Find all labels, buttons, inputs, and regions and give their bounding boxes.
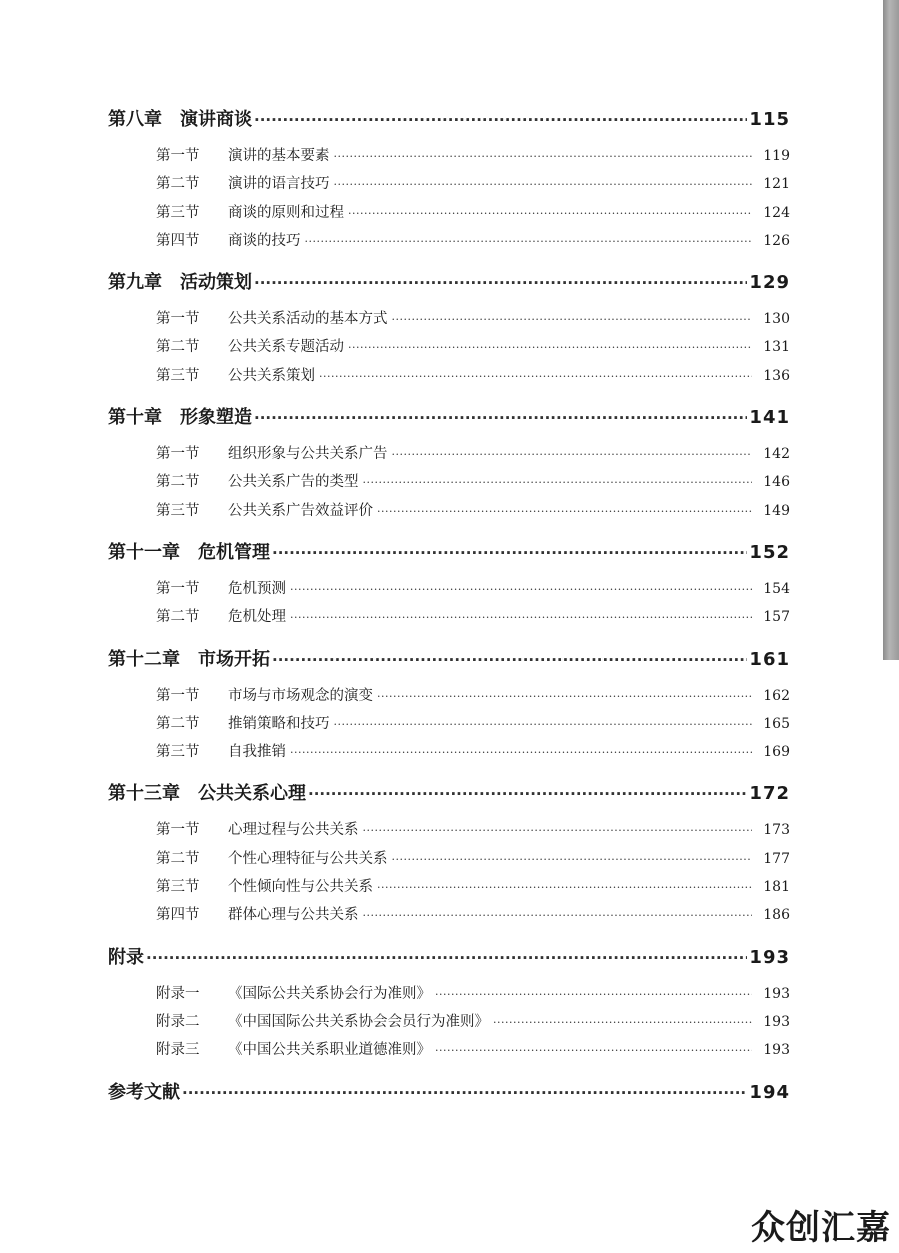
section-number: 第二节 — [156, 339, 200, 356]
section-title: 公共关系活动的基本方式 — [228, 311, 388, 328]
page-edge-tab — [883, 0, 899, 660]
section-title: 心理过程与公共关系 — [228, 822, 359, 839]
section-number: 第二节 — [156, 176, 200, 193]
section-title: 危机预测 — [228, 580, 286, 597]
section-number: 第二节 — [156, 715, 200, 732]
section-title: 群体心理与公共关系 — [228, 907, 359, 924]
section-row[interactable] — [108, 227, 790, 255]
section-list — [108, 573, 790, 636]
chapter-number: 第十三章 — [108, 783, 180, 805]
chapter-page-number: 193 — [749, 946, 790, 968]
section-title: 公共关系广告的类型 — [228, 474, 359, 491]
section-page-number: 130 — [763, 311, 790, 328]
chapter-row[interactable] — [108, 533, 790, 573]
chapter-row[interactable] — [108, 100, 790, 140]
chapter-group — [108, 263, 790, 394]
section-page-number: 162 — [763, 687, 790, 704]
chapter-page-number: 194 — [749, 1081, 790, 1103]
section-number: 第三节 — [156, 367, 200, 384]
section-list — [108, 438, 790, 529]
section-title: 组织形象与公共关系广告 — [228, 446, 388, 463]
table-of-contents — [108, 100, 790, 1117]
section-title: 个性倾向性与公共关系 — [228, 879, 373, 896]
section-title: 危机处理 — [228, 609, 286, 626]
section-number: 附录二 — [156, 1013, 200, 1030]
section-page-number: 146 — [763, 474, 790, 491]
section-number: 附录一 — [156, 985, 200, 1002]
dot-leader — [363, 817, 753, 844]
chapter-number: 第十二章 — [108, 648, 180, 670]
chapter-group — [108, 398, 790, 529]
chapter-group — [108, 774, 790, 933]
section-page-number: 142 — [763, 446, 790, 463]
section-page-number: 193 — [763, 1013, 790, 1030]
section-page-number: 181 — [763, 879, 790, 896]
chapter-row[interactable] — [108, 640, 790, 680]
section-list — [108, 814, 790, 933]
section-number: 第四节 — [156, 232, 200, 249]
section-row[interactable] — [108, 738, 790, 766]
dot-leader — [272, 533, 747, 573]
section-title: 《中国国际公共关系协会会员行为准则》 — [228, 1013, 489, 1030]
section-list — [108, 140, 790, 259]
dot-leader — [254, 100, 747, 140]
dot-leader — [290, 604, 752, 631]
dot-leader — [493, 1009, 752, 1036]
dot-leader — [377, 683, 752, 710]
section-number: 第二节 — [156, 850, 200, 867]
chapter-title: 公共关系心理 — [198, 783, 306, 805]
chapter-title: 演讲商谈 — [180, 109, 252, 130]
section-row[interactable] — [108, 362, 790, 390]
chapter-number: 第九章 — [108, 272, 162, 294]
section-number: 第三节 — [156, 204, 200, 221]
chapter-title: 活动策划 — [180, 272, 252, 294]
section-row[interactable] — [108, 682, 790, 710]
chapter-page-number: 172 — [749, 783, 790, 805]
chapter-title: 附录 — [108, 946, 144, 968]
section-page-number: 136 — [763, 367, 790, 384]
section-row[interactable] — [108, 333, 790, 361]
section-row[interactable] — [108, 199, 790, 227]
section-number: 第一节 — [156, 148, 200, 164]
chapter-row[interactable] — [108, 938, 790, 978]
section-number: 第一节 — [156, 311, 200, 328]
section-number: 第一节 — [156, 446, 200, 463]
dot-leader — [254, 263, 747, 303]
section-number: 第一节 — [156, 687, 200, 704]
section-page-number: 124 — [763, 204, 790, 221]
chapter-number: 第八章 — [108, 109, 162, 130]
chapter-row[interactable] — [108, 263, 790, 303]
dot-leader — [305, 228, 753, 255]
section-row[interactable] — [108, 142, 790, 170]
chapter-row[interactable] — [108, 398, 790, 438]
section-list — [108, 303, 790, 394]
section-title: 自我推销 — [228, 744, 286, 761]
dot-leader — [254, 398, 747, 438]
section-number: 第二节 — [156, 474, 200, 491]
section-title: 市场与市场观念的演变 — [228, 687, 373, 704]
dot-leader — [182, 1073, 747, 1113]
section-list — [108, 680, 790, 771]
dot-leader — [392, 306, 753, 333]
chapter-page-number: 129 — [749, 272, 790, 294]
chapter-row[interactable] — [108, 774, 790, 814]
chapter-page-number: 115 — [749, 109, 790, 130]
dot-leader — [146, 938, 747, 978]
dot-leader — [334, 711, 753, 738]
section-page-number: 149 — [763, 502, 790, 519]
dot-leader — [308, 774, 747, 814]
section-number: 第二节 — [156, 609, 200, 626]
chapter-page-number: 141 — [749, 407, 790, 429]
dot-leader — [319, 363, 752, 390]
dot-leader — [290, 576, 752, 603]
chapter-title: 形象塑造 — [180, 407, 252, 429]
dot-leader — [363, 902, 753, 929]
section-row[interactable] — [108, 497, 790, 525]
section-page-number: 119 — [763, 148, 790, 164]
watermark-logo: 众创汇嘉 — [751, 1208, 891, 1248]
section-row[interactable] — [108, 170, 790, 198]
section-row[interactable] — [108, 1008, 790, 1036]
section-list — [108, 978, 790, 1069]
chapter-number: 第十章 — [108, 407, 162, 429]
section-page-number: 157 — [763, 609, 790, 626]
section-row[interactable] — [108, 440, 790, 468]
section-title: 个性心理特征与公共关系 — [228, 850, 388, 867]
section-number: 附录三 — [156, 1042, 200, 1059]
section-page-number: 131 — [763, 339, 790, 356]
section-row[interactable] — [108, 816, 790, 844]
section-row[interactable] — [108, 603, 790, 631]
section-page-number: 165 — [763, 715, 790, 732]
section-title: 演讲的基本要素 — [228, 148, 330, 164]
section-title: 演讲的语言技巧 — [228, 176, 330, 193]
dot-leader — [392, 441, 753, 468]
section-page-number: 193 — [763, 1042, 790, 1059]
chapter-title: 危机管理 — [198, 541, 270, 563]
section-page-number: 126 — [763, 232, 790, 249]
section-row[interactable] — [108, 468, 790, 496]
section-number: 第三节 — [156, 502, 200, 519]
dot-leader — [392, 846, 753, 873]
section-number: 第一节 — [156, 822, 200, 839]
dot-leader — [363, 469, 753, 496]
dot-leader — [377, 874, 752, 901]
chapter-page-number: 161 — [749, 648, 790, 670]
dot-leader — [435, 981, 752, 1008]
section-number: 第三节 — [156, 879, 200, 896]
section-row[interactable] — [108, 710, 790, 738]
chapter-group — [108, 100, 790, 259]
section-row[interactable] — [108, 575, 790, 603]
section-page-number: 169 — [763, 744, 790, 761]
dot-leader — [377, 498, 752, 525]
section-row[interactable] — [108, 980, 790, 1008]
section-page-number: 121 — [763, 176, 790, 193]
section-page-number: 177 — [763, 850, 790, 867]
section-number: 第一节 — [156, 580, 200, 597]
section-title: 公共关系专题活动 — [228, 339, 344, 356]
chapter-group — [108, 533, 790, 636]
section-row[interactable] — [108, 1036, 790, 1064]
dot-leader — [272, 640, 747, 680]
chapter-group — [108, 640, 790, 771]
section-number: 第四节 — [156, 907, 200, 924]
dot-leader — [334, 171, 753, 198]
chapter-title: 市场开拓 — [198, 648, 270, 670]
chapter-number: 第十一章 — [108, 541, 180, 563]
section-title: 公共关系策划 — [228, 367, 315, 384]
chapter-group — [108, 1073, 790, 1113]
section-row[interactable] — [108, 305, 790, 333]
section-number: 第三节 — [156, 744, 200, 761]
dot-leader — [435, 1037, 752, 1064]
section-page-number: 173 — [763, 822, 790, 839]
section-page-number: 186 — [763, 907, 790, 924]
section-title: 推销策略和技巧 — [228, 715, 330, 732]
dot-leader — [348, 334, 752, 361]
chapter-row[interactable] — [108, 1073, 790, 1113]
chapter-group — [108, 938, 790, 1069]
dot-leader — [290, 739, 752, 766]
section-title: 《国际公共关系协会行为准则》 — [228, 985, 431, 1002]
dot-leader — [348, 200, 752, 227]
section-title: 商谈的技巧 — [228, 232, 301, 249]
section-row[interactable] — [108, 845, 790, 873]
section-title: 公共关系广告效益评价 — [228, 502, 373, 519]
section-page-number: 193 — [763, 985, 790, 1002]
section-page-number: 154 — [763, 580, 790, 597]
dot-leader — [334, 143, 753, 170]
section-row[interactable] — [108, 901, 790, 929]
section-title: 《中国公共关系职业道德准则》 — [228, 1042, 431, 1059]
section-title: 商谈的原则和过程 — [228, 204, 344, 221]
section-row[interactable] — [108, 873, 790, 901]
chapter-page-number: 152 — [749, 541, 790, 563]
chapter-title: 参考文献 — [108, 1081, 180, 1103]
